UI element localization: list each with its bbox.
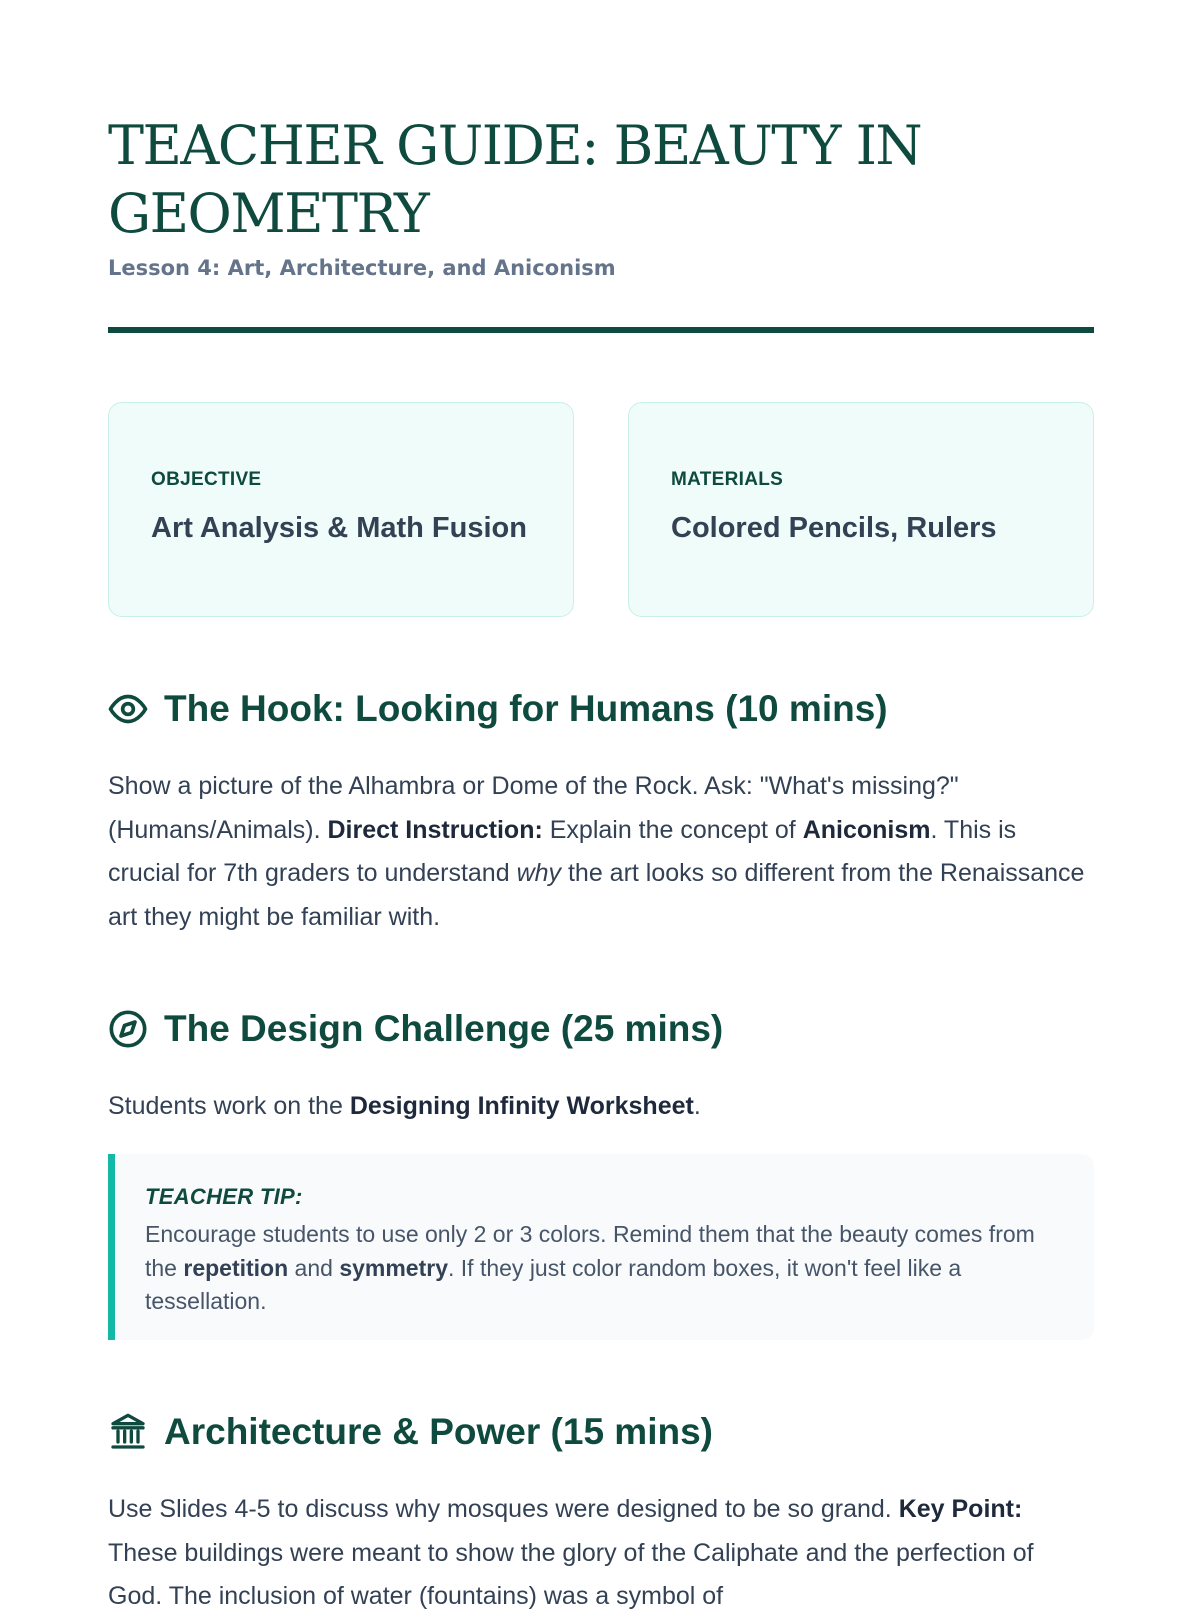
materials-value: Colored Pencils, Rulers xyxy=(671,511,997,544)
lesson-subtitle: Lesson 4: Art, Architecture, and Aniconism xyxy=(108,256,616,280)
design-paragraph xyxy=(108,1085,1094,1129)
architecture-heading xyxy=(108,1411,713,1453)
materials-label: MATERIALS xyxy=(671,468,784,490)
design-heading-text: The Design Challenge (25 mins) xyxy=(164,1008,724,1049)
architecture-heading-text: Architecture & Power (15 mins) xyxy=(164,1411,713,1452)
hook-italic-1: why xyxy=(516,859,562,887)
landmark-icon xyxy=(108,1412,148,1452)
design-heading xyxy=(108,1008,723,1050)
objective-card xyxy=(108,402,574,617)
architecture-bold-1: Key Point: xyxy=(898,1495,1023,1523)
tip-text-3: . If they just color random boxes, it won't feel like a tessellation. xyxy=(145,1254,962,1314)
hook-heading-text: The Hook: Looking for Humans (10 mins) xyxy=(164,688,888,729)
architecture-paragraph xyxy=(108,1488,1094,1619)
design-text-2: . xyxy=(693,1092,701,1120)
title-divider xyxy=(108,327,1094,333)
tip-bold-2: symmetry xyxy=(339,1254,448,1281)
hook-heading xyxy=(108,688,888,730)
hook-bold-2: Aniconism xyxy=(802,815,931,844)
hook-text-4: the art looks so different from the Renaissance art they might be familiar with. xyxy=(108,859,1085,931)
teacher-tip-callout xyxy=(108,1154,1094,1340)
teacher-tip-text xyxy=(145,1218,1064,1319)
tip-bold-1: repetition xyxy=(183,1254,289,1281)
tip-text-2: and xyxy=(288,1254,340,1281)
design-bold-1: Designing Infinity Worksheet xyxy=(349,1092,694,1120)
hook-paragraph xyxy=(108,765,1094,939)
objective-value: Art Analysis & Math Fusion xyxy=(151,511,527,544)
tip-text-1: Encourage students to use only 2 or 3 colors. Remind them that the beauty comes from the xyxy=(145,1221,1035,1281)
hook-text-1: Show a picture of the Alhambra or Dome of the Rock. Ask: "What's missing?" (Humans/Animals). xyxy=(108,772,959,844)
design-text-1: Students work on the xyxy=(108,1092,350,1120)
hook-text-2: Explain the concept of xyxy=(542,815,803,844)
teacher-tip-label: TEACHER TIP: xyxy=(145,1184,303,1209)
architecture-text-1: Use Slides 4-5 to discuss why mosques were designed to be so grand. xyxy=(108,1495,899,1523)
hook-text-3: . This is crucial for 7th graders to understand xyxy=(108,815,1017,887)
hook-bold-1: Direct Instruction: xyxy=(327,815,543,844)
architecture-text-2: These buildings were meant to show the glory of the Caliphate and the perfection of God. The inclusion of water (fountains) was a symbol of xyxy=(108,1538,1034,1610)
compass-icon xyxy=(108,1009,148,1049)
page-title: TEACHER GUIDE: BEAUTY IN GEOMETRY xyxy=(108,114,922,245)
materials-card xyxy=(628,402,1094,617)
eye-icon xyxy=(108,689,148,729)
objective-label: OBJECTIVE xyxy=(151,468,262,490)
